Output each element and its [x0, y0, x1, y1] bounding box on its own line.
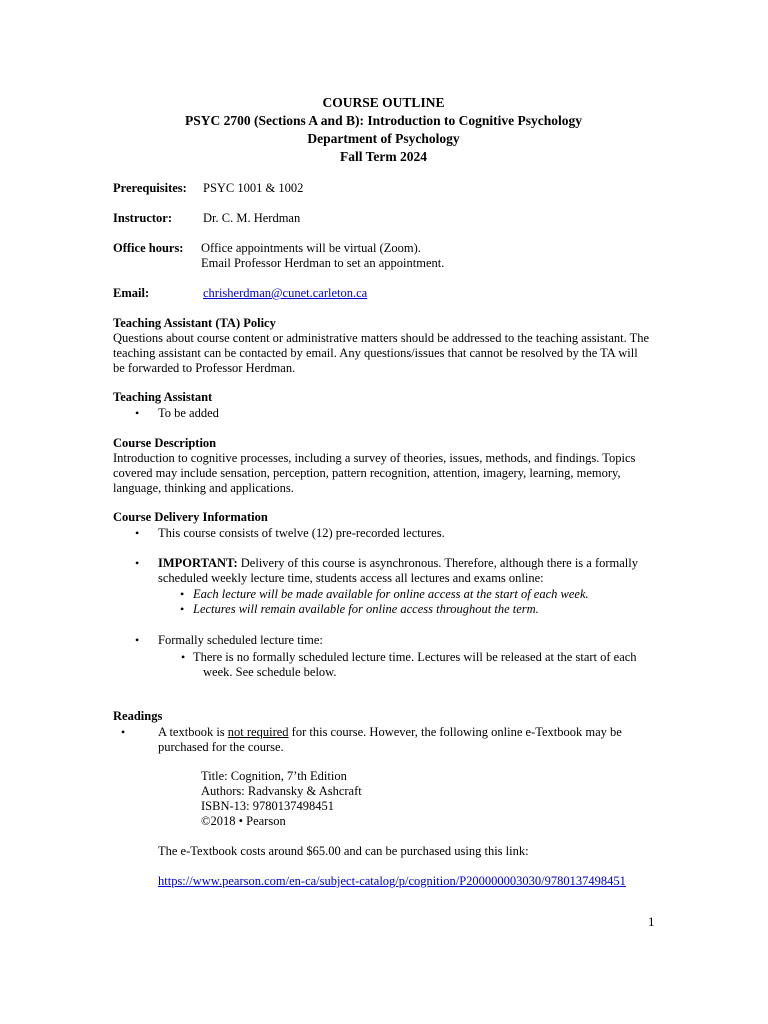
- ta-policy-line: Questions about course content or administrative matters should be addressed to the teaching assistant. The: [113, 331, 650, 345]
- prerequisites-label: Prerequisites:: [113, 181, 187, 195]
- book-publisher: ©2018 • Pearson: [201, 814, 286, 828]
- course-description-paragraph: [113, 451, 658, 496]
- readings-heading: Readings: [113, 709, 163, 723]
- office-hours-label: Office hours:: [113, 241, 184, 255]
- bullet-icon: •: [121, 725, 126, 739]
- office-hours-value-2: Email Professor Herdman to set an appointment.: [201, 256, 445, 270]
- book-title: Title: Cognition, 7’th Edition: [201, 769, 347, 783]
- title-department: Department of Psychology: [307, 131, 460, 146]
- email-label: Email:: [113, 286, 150, 300]
- bullet-icon: •: [135, 526, 140, 540]
- email-link[interactable]: chrisherdman@cunet.carleton.ca: [203, 286, 368, 300]
- textbook-cost: The e-Textbook costs around $65.00 and can be purchased using this link:: [158, 844, 529, 858]
- book-authors: Authors: Radvansky & Ashcraft: [201, 784, 362, 798]
- ta-item: To be added: [158, 406, 219, 420]
- page-number: 1: [648, 914, 655, 929]
- bullet-icon: •: [135, 406, 140, 420]
- title-course-name: PSYC 2700 (Sections A and B): Introduction to Cognitive Psychology: [185, 113, 582, 128]
- readings-item-line2: purchased for the course.: [158, 740, 284, 754]
- bullet-icon: •: [180, 602, 185, 616]
- ta-heading: Teaching Assistant: [113, 390, 213, 404]
- bullet-icon: •: [135, 633, 140, 647]
- title-course-outline: COURSE OUTLINE: [322, 95, 445, 110]
- prerequisites-value: PSYC 1001 & 1002: [203, 181, 304, 195]
- bullet-icon: •: [181, 650, 186, 664]
- readings-text: A textbook is: [158, 725, 228, 739]
- delivery-sub-no-time: There is no formally scheduled lecture time. Lectures will be released at the start of each: [193, 650, 637, 664]
- ta-policy-paragraph: [113, 331, 658, 376]
- bullet-icon: •: [135, 556, 140, 570]
- delivery-sub-term: Lectures will remain available for online access throughout the term.: [193, 602, 539, 616]
- instructor-value: Dr. C. M. Herdman: [203, 211, 301, 225]
- description-line: covered may include sensation, perception, pattern recognition, attention, imagery, learning, memory,: [113, 466, 621, 480]
- delivery-item-important-line2: scheduled weekly lecture time, students access all lectures and exams online:: [158, 571, 544, 585]
- readings-item: [158, 725, 622, 740]
- readings-text: for this course. However, the following online e-Textbook may be: [288, 725, 622, 739]
- title-block: [113, 94, 654, 166]
- ta-policy-heading: Teaching Assistant (TA) Policy: [113, 316, 276, 330]
- not-required-text: not required: [227, 725, 289, 739]
- description-line: language, thinking and applications.: [113, 481, 294, 495]
- delivery-sub-no-time-line2: week. See schedule below.: [203, 665, 337, 679]
- instructor-label: Instructor:: [113, 211, 173, 225]
- important-label: IMPORTANT:: [158, 556, 238, 570]
- course-description-heading: Course Description: [113, 436, 217, 450]
- important-text: Delivery of this course is asynchronous. Therefore, although there is a formally: [237, 556, 639, 570]
- delivery-item-schedule: Formally scheduled lecture time:: [158, 633, 323, 647]
- pearson-link[interactable]: https://www.pearson.com/en-ca/subject-catalog/p/cognition/P200000003030/9780137498451: [158, 874, 626, 888]
- delivery-sub-weekly: Each lecture will be made available for online access at the start of each week.: [193, 587, 589, 601]
- title-term: Fall Term 2024: [340, 149, 427, 164]
- ta-policy-line: be forwarded to Professor Herdman.: [113, 361, 296, 375]
- delivery-heading: Course Delivery Information: [113, 510, 268, 524]
- description-line: Introduction to cognitive processes, including a survey of theories, issues, methods, and findings. Topics: [113, 451, 636, 465]
- bullet-icon: •: [180, 587, 185, 601]
- delivery-item-lectures: This course consists of twelve (12) pre-recorded lectures.: [158, 526, 445, 540]
- delivery-item-important: [158, 556, 638, 571]
- book-isbn: ISBN-13: 9780137498451: [201, 799, 334, 813]
- document-page: [113, 0, 658, 1024]
- ta-policy-line: teaching assistant can be contacted by email. Any questions/issues that cannot be resolved by the TA will: [113, 346, 638, 360]
- office-hours-value-1: Office appointments will be virtual (Zoom).: [201, 241, 421, 255]
